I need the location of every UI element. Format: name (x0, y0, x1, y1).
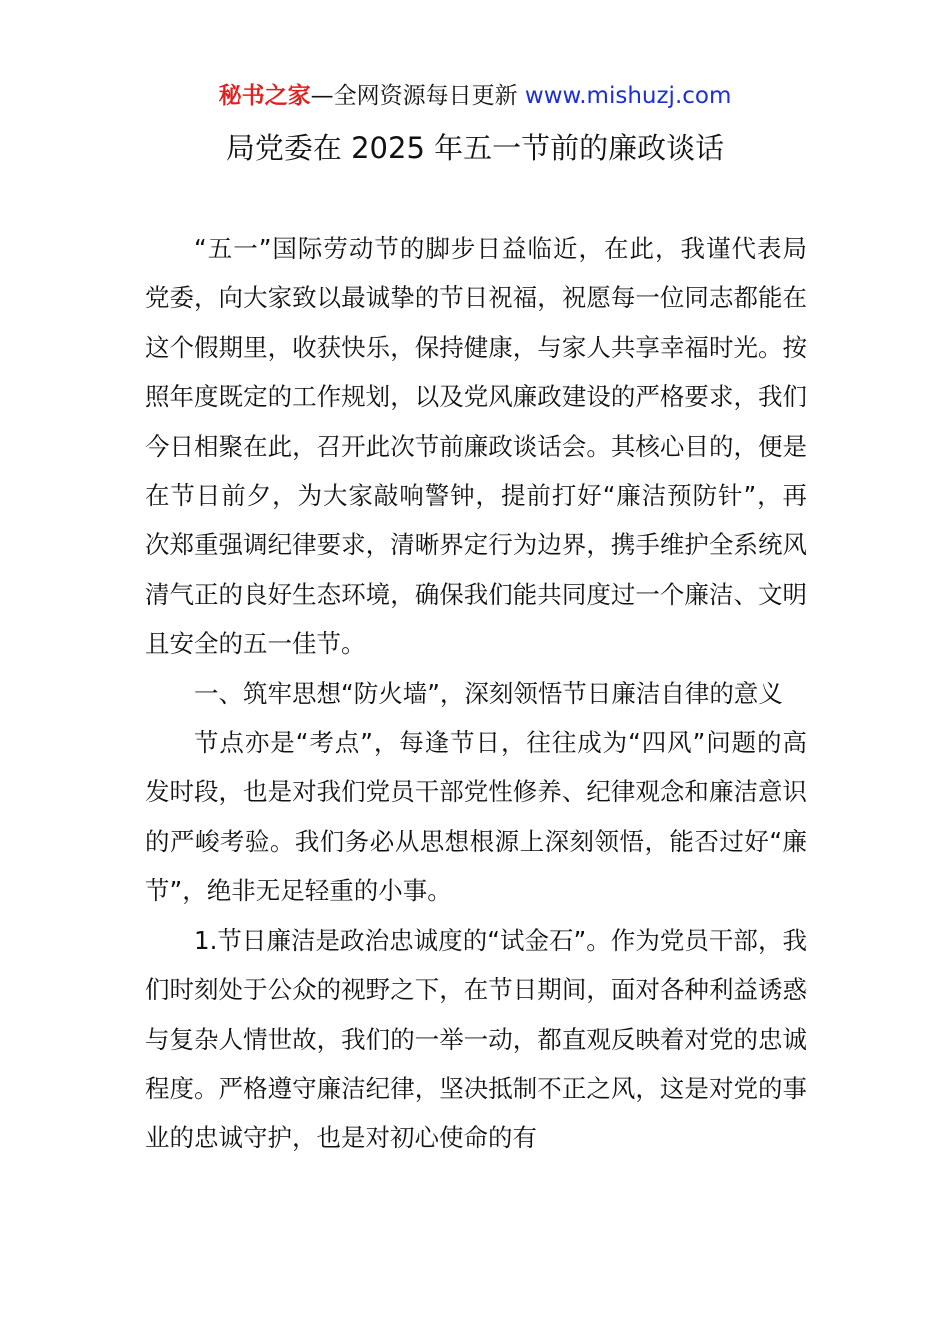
header-tagline: —全网资源每日更新 (310, 83, 518, 109)
site-header (0, 80, 950, 112)
brand-name: 秘书之家 (218, 83, 311, 109)
site-url-link[interactable]: www.mishuzj.com (524, 83, 732, 109)
paragraph-section-1: 节点亦是“考点”，每逢节日，往往成为“四风”问题的高发时段，也是对我们党员干部党性修养、纪律观念和廉洁意识的严峻考验。我们务必从思想根源上深刻领悟，能否过好“廉节”，绝非无足轻重的小事。 (145, 728, 807, 906)
document-title: 局党委在 2025 年五一节前的廉政谈话 (225, 131, 725, 165)
section-heading-1: 一、筑牢思想“防火墙”，深刻领悟节日廉洁自律的意义 (194, 678, 783, 708)
paragraph-point-1: 1.节日廉洁是政治忠诚度的“试金石”。作为党员干部，我们时刻处于公众的视野之下，在节日期间，面对各种利益诱惑与复杂人情世故，我们的一举一动，都直观反映着对党的忠诚程度。严格遵守廉洁纪律，坚决抵制不正之风，这是对党的事业的忠诚守护，也是对初心使命的有 (145, 925, 807, 1153)
paragraph-intro: “五一”国际劳动节的脚步日益临近，在此，我谨代表局党委，向大家致以最诚挚的节日祝福，祝愿每一位同志都能在这个假期里，收获快乐，保持健康，与家人共享幸福时光。按照年度既定的工作规划，以及党风廉政建设的严格要求，我们今日相聚在此，召开此次节前廉政谈话会。其核心目的，便是在节日前夕，为大家敲响警钟，提前打好“廉洁预防针”，再次郑重强调纪律要求，清晰界定行为边界，携手维护全系统风清气正的良好生态环境，确保我们能共同度过一个廉洁、文明且安全的五一佳节。 (145, 234, 807, 659)
document-body (145, 224, 807, 1163)
